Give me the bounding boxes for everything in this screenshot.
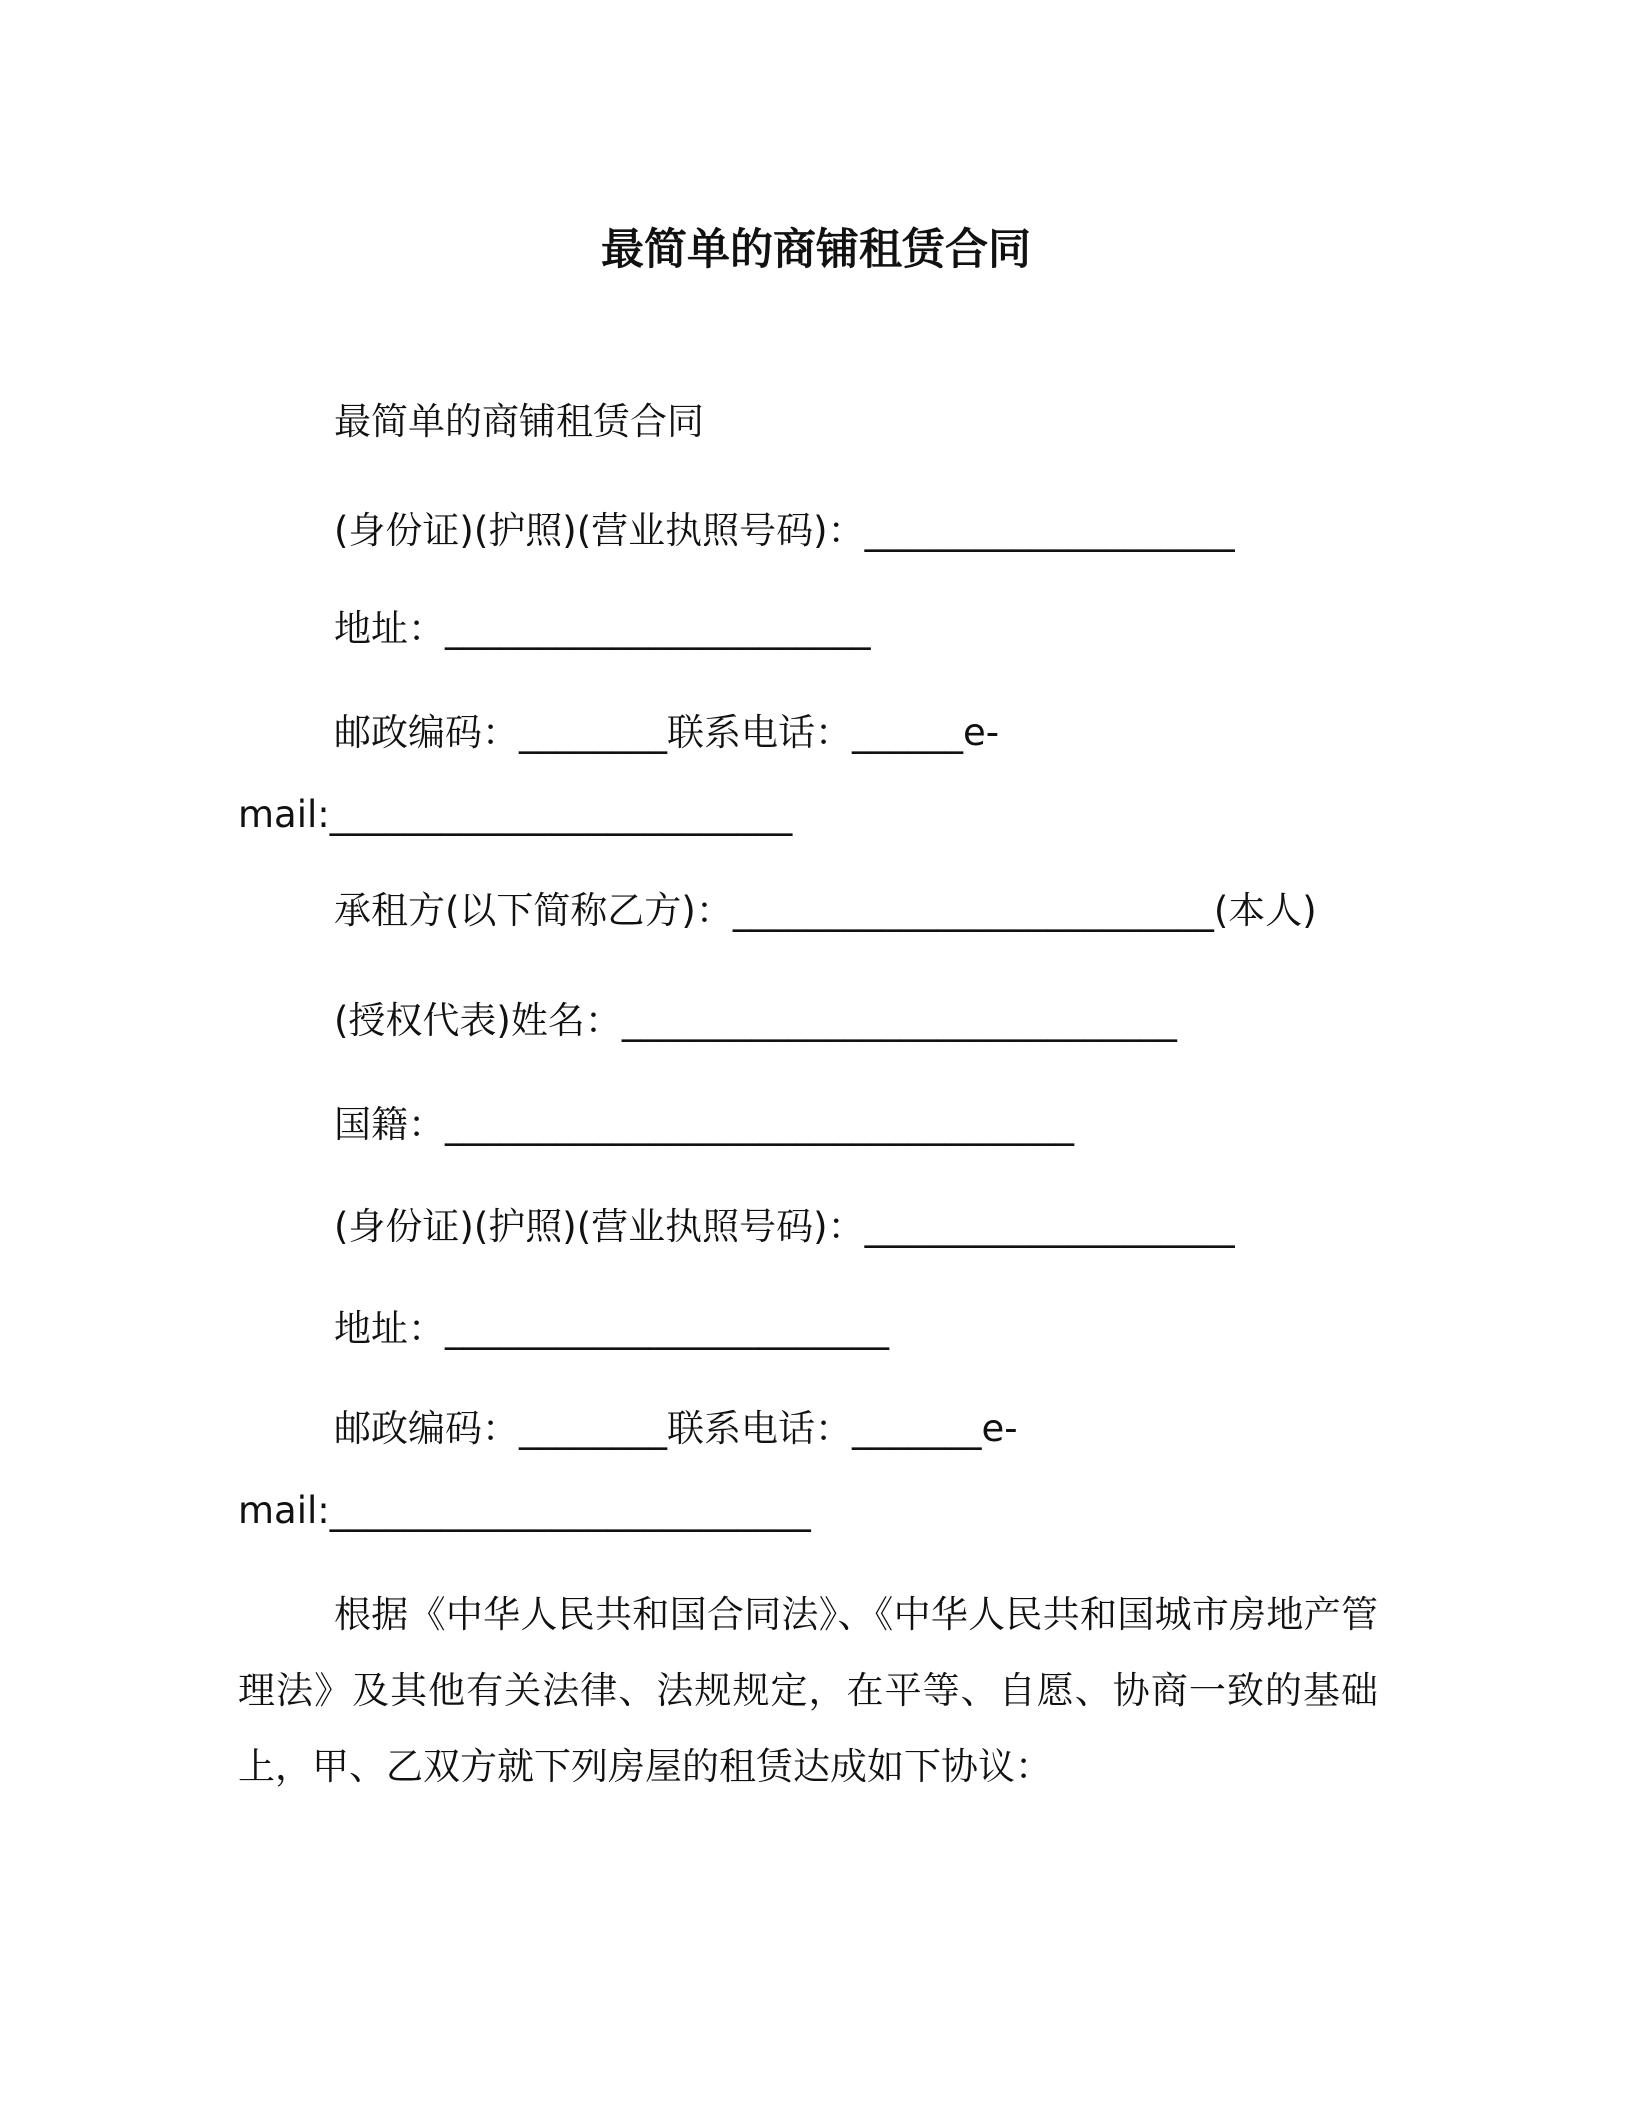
agreement-preamble: 根据《中华人民共和国合同法》、《中华人民共和国城市房地产管理法》及其他有关法律、法规规定，在平等、自愿、协商一致的基础上，甲、乙双方就下列房屋的租赁达成如下协议： [238,1593,1378,1788]
party-a-id-line: (身份证)(护照)(营业执照号码)：____________________ [334,509,1235,552]
party-a-address-line: 地址：_______________________ [334,607,871,650]
party-a-email-line: mail:_________________________ [238,793,793,836]
document-title: 最简单的商铺租赁合同 [601,225,1031,275]
party-b-address-line: 地址：________________________ [334,1307,889,1350]
party-a-postcode-phone-line: 邮政编码：________联系电话：______e- [334,711,1000,754]
party-b-postcode-phone-line: 邮政编码：________联系电话：_______e- [334,1407,1018,1450]
party-b-email-line: mail:__________________________ [238,1489,811,1532]
subtitle: 最简单的商铺租赁合同 [334,400,704,443]
party-b-id-line: (身份证)(护照)(营业执照号码)：____________________ [334,1205,1235,1248]
party-b-nationality-line: 国籍：__________________________________ [334,1103,1074,1146]
party-b-line: 承租方(以下简称乙方)：__________________________(本人) [334,889,1317,932]
party-b-representative-line: (授权代表)姓名：______________________________ [334,999,1177,1042]
